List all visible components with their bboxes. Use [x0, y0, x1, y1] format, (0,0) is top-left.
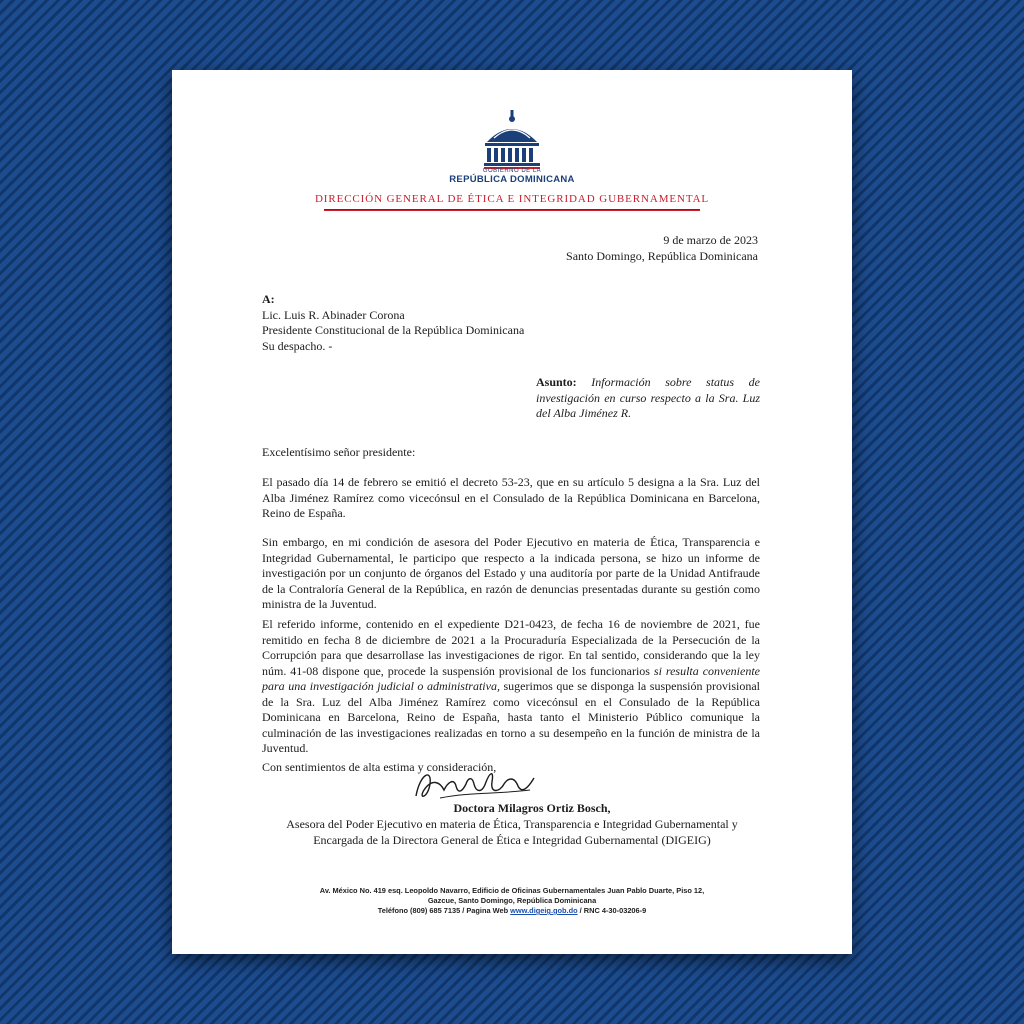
- recipient-block: [262, 292, 582, 354]
- date-line: 9 de marzo de 2023: [663, 233, 758, 247]
- paragraph-3: [262, 617, 760, 757]
- paragraph-3-text-a: El referido informe, contenido en el expediente D21-0423, de fecha 16 de noviembre de 2021, fue remitido en fecha 8 de diciembre de 2021 a la Procuraduría Especializada de la Persecución de la Corrupción para que desarrollase las investigaciones de rigor. En tal sentido, considerando que la ley núm. 41-08 dispone que, procede la suspensión provisional de los funcionarios: [262, 617, 760, 678]
- dome-seal-icon: [477, 110, 547, 170]
- signer-name: Doctora Milagros Ortiz Bosch,: [453, 801, 611, 815]
- letter-date: [562, 233, 758, 264]
- paragraph-3-text-b: sugerimos que se disponga la suspensión provisional de la Sra. Luz del Alba Jiménez Ramírez como vicecónsul en el Consulado de la República Dominicana en Barcelona, Reino de España, hasta tanto el Ministerio Público comunique la culminación de las investigaciones realizadas en torno a su desempeño en la función de ministra de la Juventud.: [262, 679, 760, 755]
- subject-text: Información sobre status de investigación en curso respecto a la Sra. Luz del Alba Jiménez R.: [536, 375, 760, 420]
- government-label-small: GOBIERNO DE LA: [482, 168, 542, 174]
- letter-footer: [172, 886, 852, 916]
- subject-block: [536, 375, 760, 422]
- greeting: Excelentísimo señor presidente:: [262, 445, 416, 459]
- footer-address-2: Gazcue, Santo Domingo, República Dominicana: [427, 896, 597, 905]
- signer-role-line-2: Encargada de la Directora General de Ética e Integridad Gubernamental (DIGEIG): [313, 833, 711, 847]
- recipient-office: Su despacho. -: [262, 338, 333, 353]
- letterhead-rule: [324, 209, 700, 211]
- footer-phone: Teléfono (809) 685 7135 / Pagina Web: [377, 906, 511, 915]
- letter-page: [172, 70, 852, 954]
- government-label: REPÚBLICA DOMINICANA: [449, 174, 575, 185]
- closing-line: Con sentimientos de alta estima y consideración,: [262, 760, 497, 774]
- recipient-name: Lic. Luis R. Abinader Corona: [262, 307, 405, 322]
- paragraph-1: El pasado día 14 de febrero se emitió el decreto 53-23, que en su artículo 5 designa a la Sra. Luz del Alba Jiménez Ramírez como vicecónsul en el Consulado de la República Dominicana en Barcelona, Reino de España.: [262, 475, 760, 520]
- footer-rnc: / RNC 4-30-03206-9: [577, 906, 647, 915]
- recipient-label: A:: [262, 292, 275, 306]
- signer-role-line-1: Asesora del Poder Ejecutivo en materia de Ética, Transparencia e Integridad Gubernamental y: [286, 817, 738, 831]
- recipient-title: Presidente Constitucional de la República Dominicana: [262, 323, 525, 337]
- subject-label: Asunto:: [536, 375, 577, 389]
- paragraph-3-italic: si resulta conveniente para una investigación judicial o administrativa,: [262, 663, 760, 693]
- footer-address-1: Av. México No. 419 esq. Leopoldo Navarro, Edificio de Oficinas Gubernamentales Juan Pablo Duarte, Piso 12,: [319, 886, 705, 895]
- paragraph-2: Sin embargo, en mi condición de asesora del Poder Ejecutivo en materia de Ética, Transparencia e Integridad Gubernamental, le participo que respecto a la indicada persona, se hizo un informe de investigación por un conjunto de órganos del Estado y una auditoría por parte de la Unidad Antifraude de la Contraloría General de la República, en razón de denuncias presentadas durante su gestión como ministra de la Juventud.: [262, 535, 760, 611]
- place-line: Santo Domingo, República Dominicana: [566, 248, 758, 263]
- website-link[interactable]: www.digeig.gob.do: [510, 906, 578, 915]
- agency-name: DIRECCIÓN GENERAL DE ÉTICA E INTEGRIDAD GUBERNAMENTAL: [314, 193, 710, 205]
- footer-contact: [172, 906, 852, 916]
- handwritten-signature: [410, 764, 550, 804]
- signer-role: [172, 816, 852, 848]
